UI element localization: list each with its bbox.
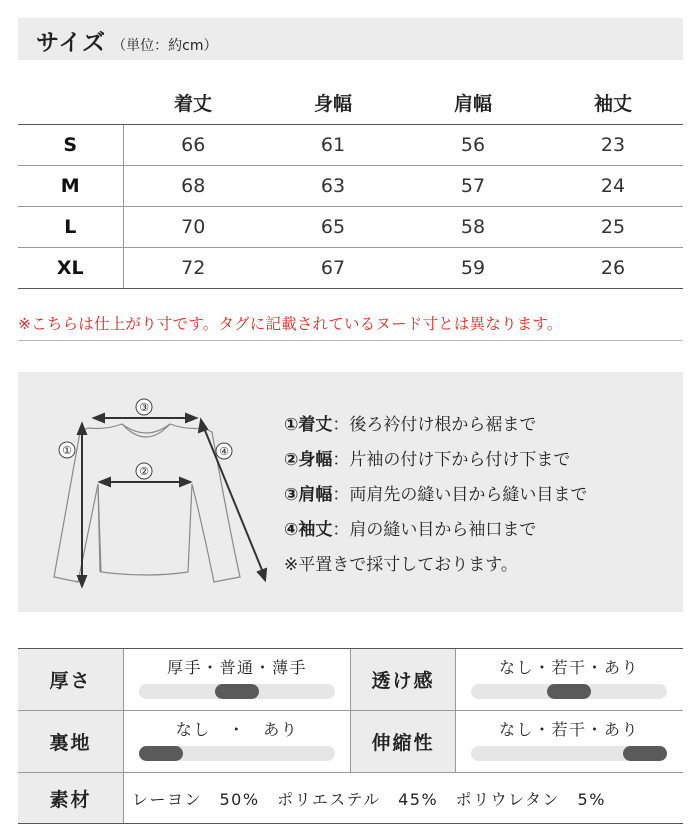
table-cell: 66 (123, 124, 263, 165)
column-header: 着丈 (123, 82, 263, 124)
legend-footnote: ※平置きで採寸しております。 (284, 555, 518, 575)
marker-4: ④ (219, 445, 229, 458)
table-cell: 70 (123, 206, 263, 247)
stretch-label: 伸縮性 (350, 711, 455, 772)
table-cell: 56 (403, 124, 543, 165)
table-cell: 59 (403, 247, 543, 288)
column-header: 肩幅 (403, 82, 543, 124)
table-cell: 68 (123, 165, 263, 206)
sheer-cell (455, 649, 682, 710)
table-cell: 72 (123, 247, 263, 288)
sheer-options: なし・若干・あり (498, 658, 639, 677)
stretch-cell (455, 711, 682, 772)
lining-label: 裏地 (18, 711, 123, 772)
table-cell: 23 (543, 124, 683, 165)
size-header (18, 18, 683, 60)
lining-cell (123, 711, 350, 772)
material-label: 素材 (18, 773, 123, 823)
stretch-options: なし・若干・あり (498, 720, 639, 739)
sheer-label: 透け感 (350, 649, 455, 710)
stretch-scale (471, 746, 667, 761)
fabric-spec-table (18, 648, 683, 824)
table-cell: 61 (263, 124, 403, 165)
lining-options: なし ・ あり (175, 720, 299, 739)
fabric-row (18, 711, 683, 773)
unit-label: （単位：約cm） (112, 38, 218, 54)
legend-item: ④袖丈：肩の縫い目から袖口まで (284, 520, 537, 540)
lining-scale (139, 746, 335, 761)
table-cell: 63 (263, 165, 403, 206)
table-cell: 25 (543, 206, 683, 247)
legend-item: ②身幅：片袖の付け下から付け下まで (284, 450, 571, 470)
lining-indicator (139, 746, 183, 761)
size-label: XL (18, 247, 123, 288)
legend-item: ③肩幅：両肩先の縫い目から縫い目まで (284, 485, 588, 505)
size-label: M (18, 165, 123, 206)
material-value: レーヨン 50% ポリエステル 45% ポリウレタン 5% (123, 773, 683, 823)
thickness-scale (139, 684, 335, 699)
fabric-row (18, 773, 683, 823)
table-cell: 67 (263, 247, 403, 288)
size-label: S (18, 124, 123, 165)
size-table (18, 82, 683, 289)
corner-cell (18, 82, 123, 124)
thickness-indicator (215, 684, 259, 699)
divider (18, 340, 683, 341)
column-header: 袖丈 (543, 82, 683, 124)
table-cell: 58 (403, 206, 543, 247)
marker-3: ③ (139, 401, 149, 414)
measurement-diagram (18, 372, 683, 612)
fabric-row (18, 649, 683, 711)
size-table-header (18, 82, 683, 124)
thickness-label: 厚さ (18, 649, 123, 710)
legend-item: ①着丈：後ろ衿付け根から裾まで (284, 415, 537, 435)
table-row (18, 247, 683, 288)
size-title: サイズ (36, 30, 107, 56)
thickness-options: 厚手・普通・薄手 (166, 658, 307, 677)
size-label: L (18, 206, 123, 247)
table-cell: 65 (263, 206, 403, 247)
measurement-legend (284, 408, 587, 583)
table-row (18, 206, 683, 247)
sheer-scale (471, 684, 667, 699)
sheer-indicator (547, 684, 591, 699)
thickness-cell (123, 649, 350, 710)
marker-1: ① (62, 444, 72, 457)
marker-2: ② (139, 465, 149, 478)
table-row (18, 124, 683, 165)
table-cell: 57 (403, 165, 543, 206)
length-arrow (78, 424, 86, 586)
markers (59, 399, 232, 479)
shirt-illustration (18, 372, 283, 612)
table-cell: 24 (543, 165, 683, 206)
table-cell: 26 (543, 247, 683, 288)
table-row (18, 165, 683, 206)
stretch-indicator (623, 746, 667, 761)
column-header: 身幅 (263, 82, 403, 124)
size-note: ※こちらは仕上がり寸です。タグに記載されているヌード寸とは異なります。 (18, 315, 563, 333)
